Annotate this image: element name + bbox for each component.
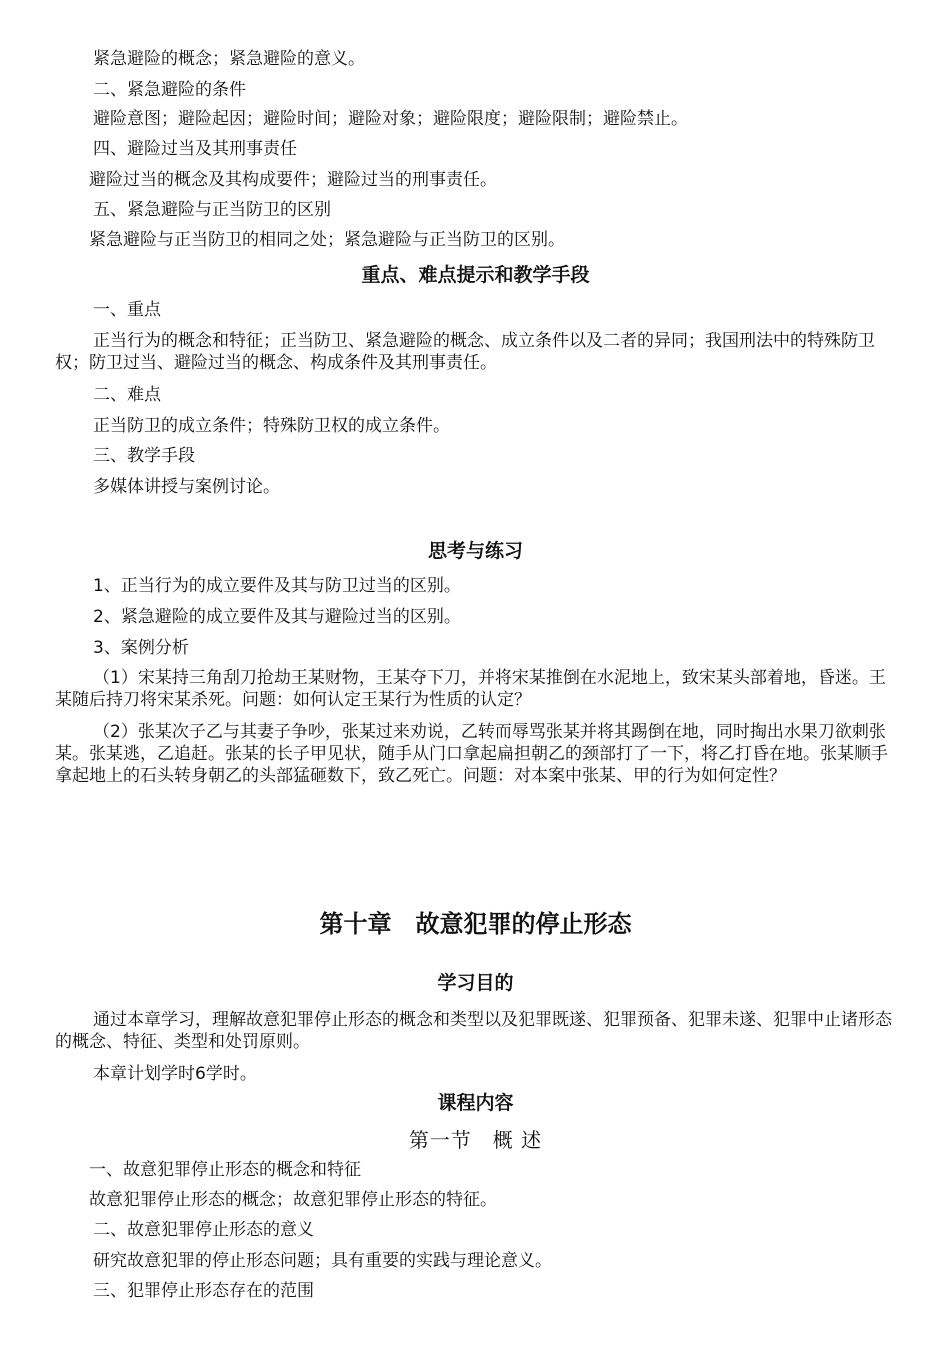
section-heading: 思考与练习	[427, 540, 523, 562]
text-line: 故意犯罪停止形态的概念；故意犯罪停止形态的特征。	[89, 1190, 497, 1210]
text-line: 正当防卫的成立条件；特殊防卫权的成立条件。	[93, 416, 450, 436]
text-line: 紧急避险与正当防卫的相同之处；紧急避险与正当防卫的区别。	[89, 230, 565, 250]
section-heading: 学习目的	[437, 972, 514, 994]
text-line: 二、难点	[93, 385, 161, 405]
exercise-item: 3、案例分析	[93, 638, 189, 658]
text-line: 紧急避险的概念；紧急避险的意义。	[93, 49, 365, 69]
exercise-item: 2、紧急避险的成立要件及其与避险过当的区别。	[93, 607, 461, 627]
subsection-title: 第一节 概 述	[408, 1128, 543, 1152]
text-line: 四、避险过当及其刑事责任	[93, 139, 297, 159]
text-line: 二、紧急避险的条件	[93, 80, 246, 100]
text-line: 三、教学手段	[93, 446, 195, 466]
section-heading: 重点、难点提示和教学手段	[361, 264, 590, 286]
section-heading: 课程内容	[437, 1092, 514, 1114]
text-line: 多媒体讲授与案例讨论。	[93, 477, 280, 497]
text-line: 避险意图；避险起因；避险时间；避险对象；避险限度；避险限制；避险禁止。	[93, 109, 688, 129]
text-line: 研究故意犯罪的停止形态问题；具有重要的实践与理论意义。	[93, 1251, 552, 1271]
paragraph: 正当行为的概念和特征；正当防卫、紧急避险的概念、成立条件以及二者的异同；我国刑法中的特殊防卫权；防卫过当、避险过当的概念、构成条件及其刑事责任。	[55, 331, 875, 373]
text-line: 五、紧急避险与正当防卫的区别	[93, 200, 331, 220]
text-line: 本章计划学时6学时。	[93, 1064, 257, 1084]
chapter-title: 第十章 故意犯罪的停止形态	[319, 910, 632, 938]
text-line: 避险过当的概念及其构成要件；避险过当的刑事责任。	[89, 170, 497, 190]
case-paragraph: （1）宋某持三角刮刀抢劫王某财物，王某夺下刀，并将宋某推倒在水泥地上，致宋某头部着地，昏迷。王某随后持刀将宋某杀死。问题：如何认定王某行为性质的认定？	[55, 668, 886, 710]
text-line: 二、故意犯罪停止形态的意义	[93, 1220, 314, 1240]
text-line: 三、犯罪停止形态存在的范围	[93, 1281, 314, 1301]
paragraph: 通过本章学习，理解故意犯罪停止形态的概念和类型以及犯罪既遂、犯罪预备、犯罪未遂、犯罪中止诸形态的概念、特征、类型和处罚原则。	[55, 1010, 892, 1052]
text-line: 一、故意犯罪停止形态的概念和特征	[89, 1160, 361, 1180]
text-line: 一、重点	[93, 300, 161, 320]
exercise-item: 1、正当行为的成立要件及其与防卫过当的区别。	[93, 576, 461, 596]
case-paragraph: （2）张某次子乙与其妻子争吵，张某过来劝说，乙转而辱骂张某并将其踢倒在地，同时掏出水果刀欲刺张某。张某逃，乙追赶。张某的长子甲见状，随手从门口拿起扁担朝乙的颈部打了一下，将乙打昏在地。张某顺手拿起地上的石头转身朝乙的头部猛砸数下，致乙死亡。问题：对本案中张某、甲的行为如何定性？	[55, 722, 888, 786]
